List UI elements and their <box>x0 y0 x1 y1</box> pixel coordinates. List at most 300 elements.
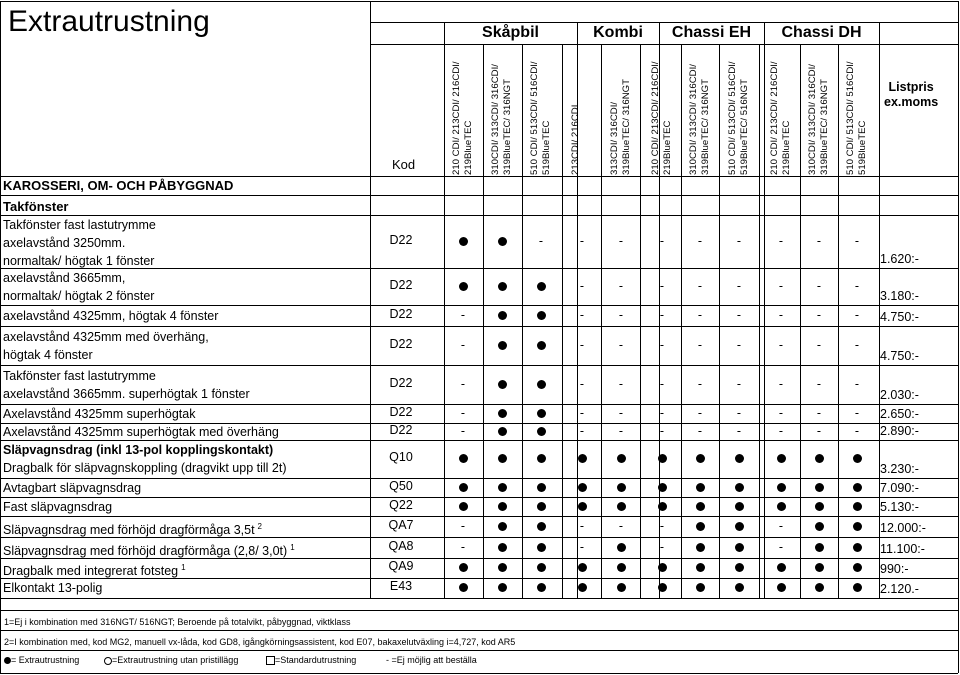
not-available-mark: - <box>579 376 585 391</box>
not-available-mark: - <box>854 423 860 438</box>
not-available-mark: - <box>697 405 703 420</box>
model-column-header <box>609 79 633 175</box>
available-dot-icon <box>842 519 872 533</box>
not-available-mark: - <box>854 405 860 420</box>
available-dot-icon <box>487 480 517 494</box>
grid-line <box>0 630 958 631</box>
grid-line <box>0 497 958 498</box>
price-header-line-2: ex.moms <box>884 95 939 109</box>
grid-line <box>0 365 958 366</box>
available-dot-icon <box>487 519 517 533</box>
grid-line <box>800 44 801 598</box>
not-available-mark: - <box>736 278 742 293</box>
not-available-mark: - <box>618 307 624 322</box>
grid-line <box>0 650 958 651</box>
table-row-label <box>3 559 186 580</box>
subsection-title: Takfönster <box>3 199 69 214</box>
available-dot-icon <box>766 499 796 513</box>
list-price: 12.000:- <box>880 521 926 535</box>
available-dot-icon <box>487 406 517 420</box>
available-dot-icon <box>606 480 636 494</box>
row-label-line-with-note <box>3 559 186 580</box>
row-label-line: Släpvagnsdrag med förhöjd dragförmåga 3,5t <box>3 522 255 537</box>
footnote-2: 2=I kombination med, kod MG2, manuell vx-låda, kod GD8, igångkörningsassistent, kod E07, bakaxelutväxling i=4,727, kod AR5 <box>4 637 516 647</box>
grid-line <box>0 478 958 479</box>
available-dot-icon <box>606 580 636 594</box>
grid-line <box>838 44 839 598</box>
available-dot-icon <box>804 451 834 465</box>
row-label-line: Släpvagnsdrag (inkl 13-pol kopplingskontakt) <box>3 443 274 457</box>
list-price: 2.650:- <box>880 407 919 421</box>
available-dot-icon <box>842 540 872 554</box>
grid-line <box>444 22 445 598</box>
not-available-mark: - <box>460 423 466 438</box>
model-column-header-line: 219BlueTEC <box>781 120 792 175</box>
not-available-mark: - <box>854 376 860 391</box>
list-price: 5.130:- <box>880 500 919 514</box>
available-dot-icon <box>606 499 636 513</box>
section-title: KAROSSERI, OM- OCH PÅBYGGNAD <box>3 178 234 193</box>
available-dot-icon <box>766 480 796 494</box>
option-code: QA8 <box>388 538 414 553</box>
table-row-label <box>3 307 218 325</box>
grid-line <box>879 22 880 598</box>
grid-line <box>0 215 958 216</box>
not-available-mark: - <box>659 376 665 391</box>
not-available-mark: - <box>778 423 784 438</box>
model-column-header-line: 313CDI/ 316CDI/ <box>609 101 620 175</box>
available-dot-icon <box>448 580 478 594</box>
group-chassi-eh: Chassi EH <box>671 24 752 41</box>
grid-line <box>640 44 641 598</box>
not-available-mark: - <box>659 233 665 248</box>
available-dot-icon <box>606 560 636 574</box>
available-dot-icon <box>685 519 715 533</box>
row-label-line: Takfönster fast lastutrymme <box>3 368 156 383</box>
available-dot-icon <box>448 499 478 513</box>
available-dot-icon <box>685 560 715 574</box>
not-available-mark: - <box>460 405 466 420</box>
available-dot-icon <box>448 279 478 293</box>
not-available-mark: - <box>854 337 860 352</box>
list-price: 1.620:- <box>880 252 919 266</box>
not-available-mark: - <box>618 518 624 533</box>
model-column-header <box>451 61 475 175</box>
row-label-line: Axelavstånd 4325mm superhögtak <box>3 406 196 421</box>
grid-line <box>0 516 958 517</box>
not-available-mark: - <box>579 278 585 293</box>
grid-line <box>0 423 958 424</box>
list-price: 7.090:- <box>880 481 919 495</box>
not-available-mark: - <box>659 337 665 352</box>
model-column-header-line: 310CDI/ 313CDI/ 316CDI/ <box>490 64 501 175</box>
not-available-mark: - <box>778 233 784 248</box>
footnote-marker: 1 <box>290 542 295 552</box>
kod-column-header: Kod <box>392 157 416 172</box>
table-row-label <box>3 579 102 597</box>
table-row-label <box>3 518 262 539</box>
not-available-mark: - <box>618 233 624 248</box>
model-column-header <box>529 61 553 175</box>
available-dot-icon <box>804 499 834 513</box>
not-available-mark: - <box>778 337 784 352</box>
not-available-mark: - <box>659 278 665 293</box>
row-label-line-with-note <box>3 518 262 539</box>
not-available-mark: - <box>816 423 822 438</box>
grid-line <box>0 305 958 306</box>
row-label-line: Dragbalk med integrerat fotsteg <box>3 564 179 579</box>
table-row-label <box>3 269 154 305</box>
model-column-header <box>845 61 869 175</box>
available-dot-icon <box>685 580 715 594</box>
not-available-mark: - <box>697 423 703 438</box>
option-code: D22 <box>389 277 413 292</box>
row-label-line: Fast släpvagnsdrag <box>3 499 113 514</box>
option-code: Q22 <box>389 497 413 512</box>
grid-line <box>0 610 958 611</box>
available-dot-icon <box>567 560 597 574</box>
available-dot-icon <box>647 499 677 513</box>
available-dot-icon <box>487 279 517 293</box>
model-column-header <box>769 61 793 175</box>
available-dot-icon <box>647 451 677 465</box>
not-available-mark: - <box>460 307 466 322</box>
row-label-line: normaltak/ högtak 2 fönster <box>3 289 155 303</box>
row-label-line: axelavstånd 3250mm. <box>3 236 126 250</box>
model-column-header <box>807 64 831 175</box>
available-dot-icon <box>487 540 517 554</box>
available-dot-icon <box>804 560 834 574</box>
option-code: QA7 <box>388 517 414 532</box>
available-dot-icon <box>526 560 556 574</box>
available-dot-icon <box>526 480 556 494</box>
option-code: D22 <box>389 306 413 321</box>
grid-line <box>0 440 958 441</box>
not-available-mark: - <box>778 518 784 533</box>
row-label-line: axelavstånd 3665mm. superhögtak 1 fönster <box>3 386 250 401</box>
available-dot-icon <box>567 480 597 494</box>
available-dot-icon <box>842 560 872 574</box>
not-available-mark: - <box>618 278 624 293</box>
list-price: 11.100:- <box>880 542 925 556</box>
not-available-mark: - <box>697 376 703 391</box>
available-dot-icon <box>567 499 597 513</box>
footnote-marker: 1 <box>181 563 186 572</box>
not-available-mark: - <box>697 278 703 293</box>
available-dot-icon <box>567 580 597 594</box>
footnote-marker: 2 <box>257 521 262 531</box>
not-available-mark: - <box>618 405 624 420</box>
not-available-mark: - <box>659 423 665 438</box>
available-dot-icon <box>526 406 556 420</box>
grid-line <box>0 195 958 196</box>
available-dot-icon <box>606 451 636 465</box>
model-column-header-line: 319BlueTEC/ 316NGT <box>621 79 632 175</box>
not-available-mark: - <box>579 307 585 322</box>
available-dot-icon <box>487 451 517 465</box>
not-available-mark: - <box>579 233 585 248</box>
model-column-header <box>490 64 514 175</box>
option-code: Q10 <box>389 450 413 464</box>
available-dot-icon <box>526 580 556 594</box>
grid-line <box>483 44 484 598</box>
not-available-mark: - <box>816 405 822 420</box>
available-dot-icon <box>487 499 517 513</box>
available-dot-icon <box>647 560 677 574</box>
available-dot-icon <box>487 424 517 438</box>
option-code: D22 <box>389 336 413 351</box>
row-label-line-with-note <box>3 539 295 560</box>
model-column-header-line: 319BlueTEC/ 316NGT <box>819 79 830 175</box>
model-column-header-line: 210 CDI/ 213CDI/ 216CDI/ <box>451 61 462 175</box>
available-dot-icon <box>526 519 556 533</box>
not-available-mark: - <box>816 337 822 352</box>
model-column-header-line: 510 CDI/ 513CDI/ 516CDI/ <box>845 61 856 175</box>
row-label-line: axelavstånd 3665mm, <box>3 271 126 285</box>
not-available-mark: - <box>659 539 665 554</box>
group-chassi-dh: Chassi DH <box>781 24 862 41</box>
model-column-header-line: 213CDI/ 216CDI <box>570 104 581 175</box>
available-dot-icon <box>487 377 517 391</box>
not-available-mark: - <box>778 376 784 391</box>
not-available-mark: - <box>736 376 742 391</box>
legend-dash: - =Ej möjlig att beställa <box>386 655 477 665</box>
grid-line <box>0 268 958 269</box>
not-available-mark: - <box>816 278 822 293</box>
available-dot-icon <box>567 451 597 465</box>
model-column-header-line: 519BlueTEC <box>857 120 868 175</box>
table-row-label <box>3 216 156 270</box>
not-available-mark: - <box>579 518 585 533</box>
model-column-header-line: 319BlueTEC/ 316NGT <box>502 79 513 175</box>
available-dot-icon <box>526 424 556 438</box>
not-available-mark: - <box>460 518 466 533</box>
model-column-header <box>570 105 582 175</box>
list-price: 4.750:- <box>880 349 919 363</box>
option-code: E43 <box>389 579 413 593</box>
not-available-mark: - <box>736 405 742 420</box>
row-label-line: Dragbalk för släpvagnskoppling (dragvikt upp till 2t) <box>3 461 287 475</box>
table-row-label <box>3 539 295 560</box>
row-label-line: Axelavstånd 4325mm superhögtak med överhäng <box>3 424 279 439</box>
list-price: 3.180:- <box>880 289 919 303</box>
footnote-1: 1=Ej i kombination med 316NGT/ 516NGT; Beroende på totalvikt, påbyggnad, viktklass <box>4 617 351 627</box>
available-dot-icon <box>804 540 834 554</box>
list-price: 990:- <box>880 562 909 576</box>
not-available-mark: - <box>736 337 742 352</box>
available-dot-icon <box>448 480 478 494</box>
square-icon <box>266 656 275 665</box>
table-row-label <box>3 498 112 516</box>
available-dot-icon <box>724 519 754 533</box>
grid-line <box>719 44 720 598</box>
model-column-header-line: 310CDI/ 313CDI/ 316CDI/ <box>807 64 818 175</box>
available-dot-icon <box>724 451 754 465</box>
grid-line <box>0 537 958 538</box>
table-row-label <box>3 328 209 364</box>
available-dot-icon <box>685 499 715 513</box>
model-column-header-line: 319BlueTEC/ 316NGT <box>700 79 711 175</box>
not-available-mark: - <box>778 307 784 322</box>
grid-line <box>759 44 760 598</box>
legend-open: =Extrautrustning utan pristillägg <box>104 655 238 665</box>
not-available-mark: - <box>579 337 585 352</box>
grid-line <box>0 558 958 559</box>
available-dot-icon <box>842 499 872 513</box>
list-price: 2.030:- <box>880 388 919 402</box>
available-dot-icon <box>766 560 796 574</box>
available-dot-icon <box>685 540 715 554</box>
not-available-mark: - <box>618 423 624 438</box>
model-column-header-line: 310CDI/ 313CDI/ 316CDI/ <box>688 64 699 175</box>
model-column-header-line: 219BlueTEC <box>662 120 673 175</box>
available-dot-icon <box>487 234 517 248</box>
grid-line <box>681 44 682 598</box>
price-header-line-1: Listpris <box>888 80 934 94</box>
grid-line <box>601 44 602 598</box>
available-dot-icon <box>606 540 636 554</box>
available-dot-icon <box>526 279 556 293</box>
not-available-mark: - <box>778 278 784 293</box>
group-skapbil: Skåpbil <box>482 24 539 41</box>
model-column-header-line: 510 CDI/ 513CDI/ 516CDI/ <box>529 61 540 175</box>
available-dot-icon <box>647 480 677 494</box>
available-dot-icon <box>724 560 754 574</box>
table-row-label <box>3 405 195 423</box>
grid-line <box>659 22 660 598</box>
available-dot-icon <box>526 338 556 352</box>
grid-line <box>0 598 958 599</box>
option-code: Q50 <box>389 478 413 493</box>
not-available-mark: - <box>697 337 703 352</box>
not-available-mark: - <box>736 233 742 248</box>
available-dot-icon <box>685 451 715 465</box>
not-available-mark: - <box>816 233 822 248</box>
available-dot-icon <box>724 499 754 513</box>
grid-line <box>577 22 578 598</box>
page-title: Extrautrustning <box>8 5 210 38</box>
row-label-line: normaltak/ högtak 1 fönster <box>3 254 155 268</box>
table-row-label <box>3 367 250 403</box>
not-available-mark: - <box>460 539 466 554</box>
available-dot-icon <box>724 580 754 594</box>
not-available-mark: - <box>460 337 466 352</box>
legend-square: =Standardutrustning <box>266 655 356 665</box>
model-column-header-line: 510 CDI/ 513CDI/ 516CDI/ <box>727 61 738 175</box>
available-dot-icon <box>842 451 872 465</box>
available-dot-icon <box>526 451 556 465</box>
table-row-label <box>3 423 279 441</box>
model-column-header <box>727 61 751 175</box>
available-dot-icon <box>487 308 517 322</box>
grid-line <box>764 22 765 598</box>
available-dot-icon <box>842 480 872 494</box>
option-code: D22 <box>389 375 413 390</box>
row-label-line: axelavstånd 4325mm med överhäng, <box>3 329 209 344</box>
grid-line <box>522 44 523 598</box>
option-code: QA9 <box>388 559 414 573</box>
grid-line <box>562 44 563 598</box>
available-dot-icon <box>766 451 796 465</box>
available-dot-icon <box>724 540 754 554</box>
model-column-header-line: 219BlueTEC <box>463 120 474 175</box>
not-available-mark: - <box>736 307 742 322</box>
open-circle-icon <box>104 657 112 665</box>
row-label-line: Avtagbart släpvagnsdrag <box>3 480 142 495</box>
available-dot-icon <box>647 580 677 594</box>
not-available-mark: - <box>579 405 585 420</box>
not-available-mark: - <box>618 337 624 352</box>
grid-line <box>0 1 1 673</box>
available-dot-icon <box>804 580 834 594</box>
grid-line <box>0 1 958 2</box>
available-dot-icon <box>804 480 834 494</box>
grid-line <box>0 176 958 177</box>
table-row-label <box>3 441 286 477</box>
grid-line <box>370 44 958 45</box>
list-price: 3.230:- <box>880 462 919 476</box>
list-price: 2.120.- <box>880 582 919 596</box>
not-available-mark: - <box>579 539 585 554</box>
grid-line <box>370 22 958 23</box>
list-price: 4.750:- <box>880 310 919 324</box>
not-available-mark: - <box>697 233 703 248</box>
row-label-line: Elkontakt 13-polig <box>3 581 103 595</box>
available-dot-icon <box>526 377 556 391</box>
model-column-header-line: 519BlueTEC/ 516NGT <box>739 79 750 175</box>
available-dot-icon <box>487 560 517 574</box>
not-available-mark: - <box>460 376 466 391</box>
not-available-mark: - <box>659 307 665 322</box>
grid-line <box>0 404 958 405</box>
grid-line <box>0 326 958 327</box>
not-available-mark: - <box>736 423 742 438</box>
grid-line <box>370 1 371 598</box>
not-available-mark: - <box>778 539 784 554</box>
not-available-mark: - <box>816 376 822 391</box>
not-available-mark: - <box>659 405 665 420</box>
not-available-mark: - <box>854 233 860 248</box>
available-dot-icon <box>842 580 872 594</box>
not-available-mark: - <box>854 278 860 293</box>
available-dot-icon <box>526 308 556 322</box>
price-column-header <box>884 80 938 110</box>
option-code: D22 <box>389 404 413 419</box>
table-row-label <box>3 479 141 497</box>
available-dot-icon <box>487 580 517 594</box>
available-dot-icon <box>724 480 754 494</box>
filled-dot-icon <box>4 657 11 664</box>
available-dot-icon <box>766 580 796 594</box>
grid-line <box>0 673 958 674</box>
group-kombi: Kombi <box>593 24 643 41</box>
model-column-header-line: 519BlueTEC <box>541 120 552 175</box>
not-available-mark: - <box>579 423 585 438</box>
not-available-mark: - <box>659 518 665 533</box>
not-available-mark: - <box>816 307 822 322</box>
not-available-mark: - <box>854 307 860 322</box>
available-dot-icon <box>448 451 478 465</box>
row-label-line: axelavstånd 4325mm, högtak 4 fönster <box>3 308 219 323</box>
grid-line <box>958 1 959 673</box>
available-dot-icon <box>804 519 834 533</box>
available-dot-icon <box>526 499 556 513</box>
grid-line <box>0 578 958 579</box>
row-label-line: Takfönster fast lastutrymme <box>3 218 156 232</box>
option-code: D22 <box>389 232 413 247</box>
option-code: D22 <box>389 422 413 437</box>
available-dot-icon <box>685 480 715 494</box>
